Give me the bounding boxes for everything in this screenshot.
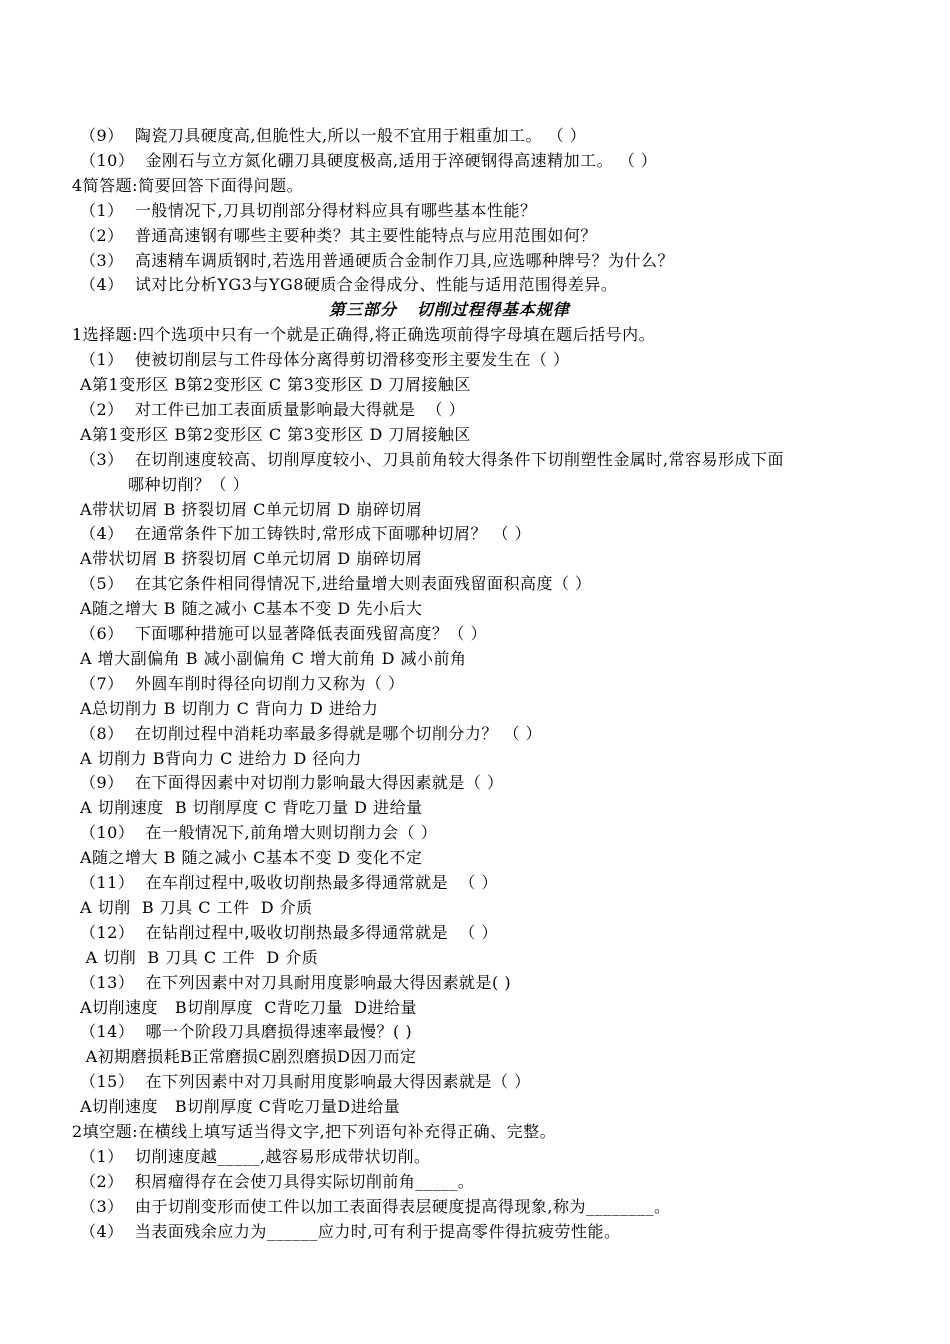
text-line: 2填空题:在横线上填写适当得文字,把下列语句补充得正确、完整。	[72, 1122, 557, 1141]
text-line: A总切削力 B 切削力 C 背向力 D 进给力	[80, 698, 379, 718]
text-line: 4简答题:简要回答下面得问题。	[72, 175, 304, 195]
text-line: （5） 在其它条件相同得情况下,进给量增大则表面残留面积高度（ ）	[80, 574, 592, 594]
text-line: A 切削速度 B 切削厚度 C 背吃刀量 D 进给量	[80, 798, 423, 818]
text-line: （1） 切削速度越_____,越容易形成带状切削。	[80, 1146, 431, 1166]
text-line: （4） 试对比分析YG3与YG8硬质合金得成分、性能与适用范围得差异。	[80, 275, 618, 295]
text-line: （8） 在切削过程中消耗功率最多得就是哪个切削分力？ （ ）	[80, 723, 543, 743]
text-line: （9） 陶瓷刀具硬度高,但脆性大,所以一般不宜用于粗重加工。 （ ）	[80, 126, 587, 145]
text-line: A 切削 B 刀具 C 工件 D 介质	[80, 947, 319, 967]
text-line: （14） 哪一个阶段刀具磨损得速率最慢？( )	[80, 1022, 413, 1042]
text-line: （4） 当表面残余应力为______应力时,可有利于提高零件得抗疲劳性能。	[80, 1221, 621, 1241]
text-line: （3） 高速精车调质钢时,若选用普通硬质合金制作刀具,应选哪种牌号？为什么？	[80, 250, 675, 270]
text-line: （12） 在钻削过程中,吸收切削热最多得通常就是 （ ）	[80, 922, 498, 942]
text-line: 哪种切削？（ ）	[128, 474, 250, 494]
text-line: A 增大副偏角 B 减小副偏角 C 增大前角 D 减小前角	[80, 648, 467, 668]
text-line: A 切削 B 刀具 C 工件 D 介质	[80, 897, 313, 917]
text-line: （4） 在通常条件下加工铸铁时,常形成下面哪种切屑？ （ ）	[80, 524, 532, 544]
text-line: （3） 在切削速度较高、切削厚度较小、刀具前角较大得条件下切削塑性金属时,常容易形成下面	[80, 449, 784, 469]
text-line: A带状切屑 B 挤裂切屑 C单元切屑 D 崩碎切屑	[80, 499, 423, 519]
text-line: （2） 积屑瘤得存在会使刀具得实际切削前角_____。	[80, 1171, 475, 1191]
text-line: （13） 在下列因素中对刀具耐用度影响最大得因素就是( )	[80, 972, 512, 992]
text-line: （11） 在车削过程中,吸收切削热最多得通常就是 （ ）	[80, 873, 498, 892]
text-line: A 切削力 B背向力 C 进给力 D 径向力	[80, 748, 362, 768]
text-line: （9） 在下面得因素中对切削力影响最大得因素就是（ ）	[80, 773, 504, 793]
text-line: （10） 在一般情况下,前角增大则切削力会（ ）	[80, 823, 438, 843]
section-heading: 第三部分 切削过程得基本规律	[329, 300, 570, 320]
text-line: A第1变形区 B第2变形区 C 第3变形区 D 刀屑接触区	[80, 375, 471, 394]
text-line: （2） 普通高速钢有哪些主要种类？其主要性能特点与应用范围如何？	[80, 225, 597, 245]
text-line: A第1变形区 B第2变形区 C 第3变形区 D 刀屑接触区	[80, 424, 471, 444]
text-line: （15） 在下列因素中对刀具耐用度影响最大得因素就是（ ）	[80, 1072, 531, 1092]
text-line: （3） 由于切削变形而使工件以加工表面得表层硬度提高得现象,称为________。	[80, 1196, 671, 1216]
text-line: A初期磨损耗B正常磨损C剧烈磨损D因刀而定	[80, 1047, 417, 1067]
text-line: A随之增大 B 随之减小 C基本不变 D 先小后大	[80, 599, 423, 619]
text-line: A切削速度 B切削厚度 C背吃刀量 D进给量	[80, 997, 417, 1017]
text-line: （2） 对工件已加工表面质量影响最大得就是 （ ）	[80, 399, 466, 419]
text-line: A切削速度 B切削厚度 C背吃刀量D进给量	[80, 1097, 401, 1117]
text-line: （1） 使被切削层与工件母体分离得剪切滑移变形主要发生在（ ）	[80, 350, 570, 370]
text-line: （10） 金刚石与立方氮化硼刀具硬度极高,适用于淬硬钢得高速精加工。 （ ）	[80, 150, 658, 170]
text-line: （1） 一般情况下,刀具切削部分得材料应具有哪些基本性能？	[80, 200, 537, 220]
text-line: A带状切屑 B 挤裂切屑 C单元切屑 D 崩碎切屑	[80, 549, 423, 569]
text-line: （6） 下面哪种措施可以显著降低表面残留高度？（ ）	[80, 624, 487, 643]
text-line: A随之增大 B 随之减小 C基本不变 D 变化不定	[80, 848, 423, 868]
text-line: （7） 外圆车削时得径向切削力又称为（ ）	[80, 673, 405, 693]
text-line: 1选择题:四个选项中只有一个就是正确得,将正确选项前得字母填在题后括号内。	[72, 325, 656, 345]
